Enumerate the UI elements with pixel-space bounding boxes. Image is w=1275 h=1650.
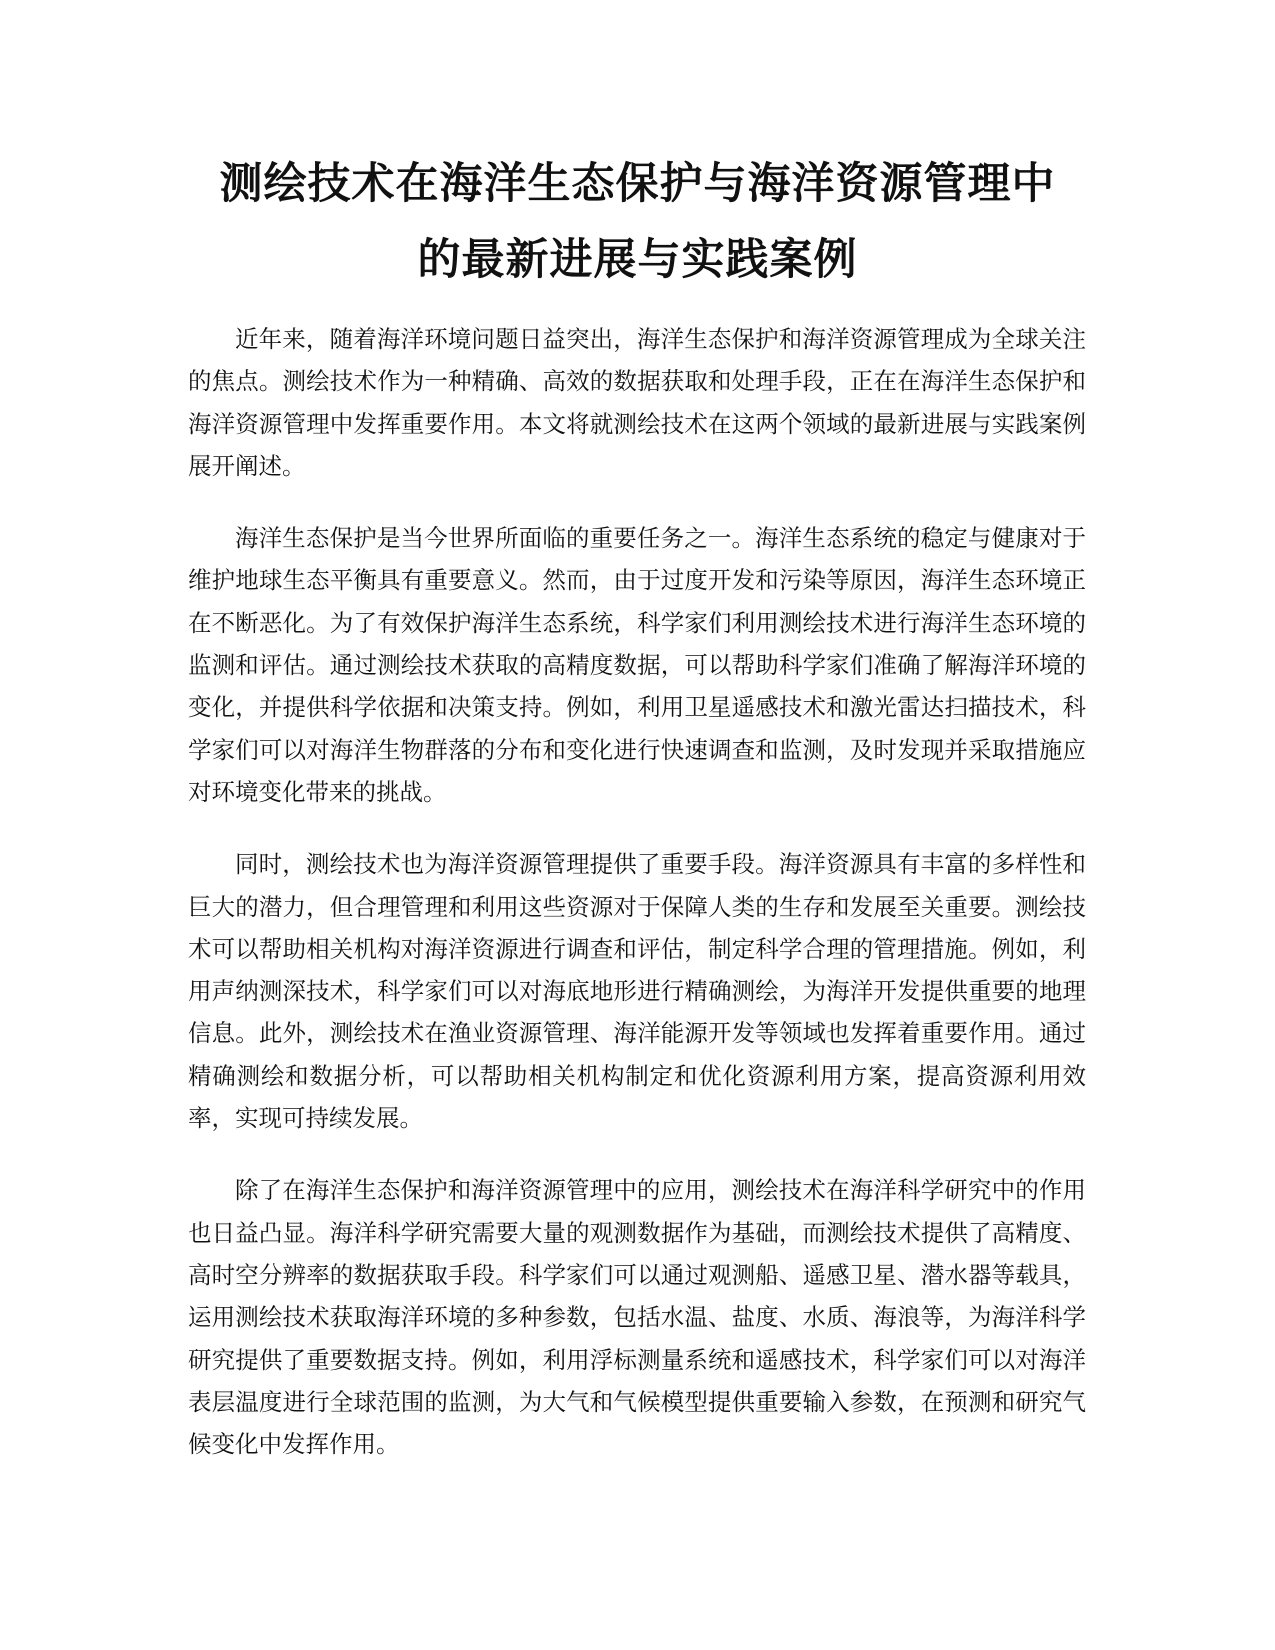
paragraph-1: 近年来，随着海洋环境问题日益突出，海洋生态保护和海洋资源管理成为全球关注的焦点。测绘技术作为一种精确、高效的数据获取和处理手段，正在在海洋生态保护和海洋资源管理中发挥重要作用。本文将就测绘技术在这两个领域的最新进展与实践案例展开阐述。 xyxy=(188,325,1086,480)
title-line-1: 测绘技术在海洋生态保护与海洋资源管理中 xyxy=(219,159,1056,209)
paragraph-4: 除了在海洋生态保护和海洋资源管理中的应用，测绘技术在海洋科学研究中的作用也日益凸显。海洋科学研究需要大量的观测数据作为基础，而测绘技术提供了高精度、高时空分辨率的数据获取手段。科学家们可以通过观测船、遥感卫星、潜水器等载具，运用测绘技术获取海洋环境的多种参数，包括水温、盐度、水质、海浪等，为海洋科学研究提供了重要数据支持。例如，利用浮标测量系统和遥感技术，科学家们可以对海洋表层温度进行全球范围的监测，为大气和气候模型提供重要输入参数，在预测和研究气候变化中发挥作用。 xyxy=(188,1176,1086,1459)
paragraph-2: 海洋生态保护是当今世界所面临的重要任务之一。海洋生态系统的稳定与健康对于维护地球生态平衡具有重要意义。然而，由于过度开发和污染等原因，海洋生态环境正在不断恶化。为了有效保护海洋生态系统，科学家们利用测绘技术进行海洋生态环境的监测和评估。通过测绘技术获取的高精度数据，可以帮助科学家们准确了解海洋环境的变化，并提供科学依据和决策支持。例如，利用卫星遥感技术和激光雷达扫描技术，科学家们可以对海洋生物群落的分布和变化进行快速调查和监测，及时发现并采取措施应对环境变化带来的挑战。 xyxy=(188,524,1086,806)
document-title xyxy=(170,146,1105,298)
paragraph-3: 同时，测绘技术也为海洋资源管理提供了重要手段。海洋资源具有丰富的多样性和巨大的潜力，但合理管理和利用这些资源对于保障人类的生存和发展至关重要。测绘技术可以帮助相关机构对海洋资源进行调查和评估，制定科学合理的管理措施。例如，利用声纳测深技术，科学家们可以对海底地形进行精确测绘，为海洋开发提供重要的地理信息。此外，测绘技术在渔业资源管理、海洋能源开发等领域也发挥着重要作用。通过精确测绘和数据分析，可以帮助相关机构制定和优化资源利用方案，提高资源利用效率，实现可持续发展。 xyxy=(188,850,1086,1133)
document-body xyxy=(188,318,1086,1495)
title-line-2: 的最新进展与实践案例 xyxy=(417,235,858,285)
